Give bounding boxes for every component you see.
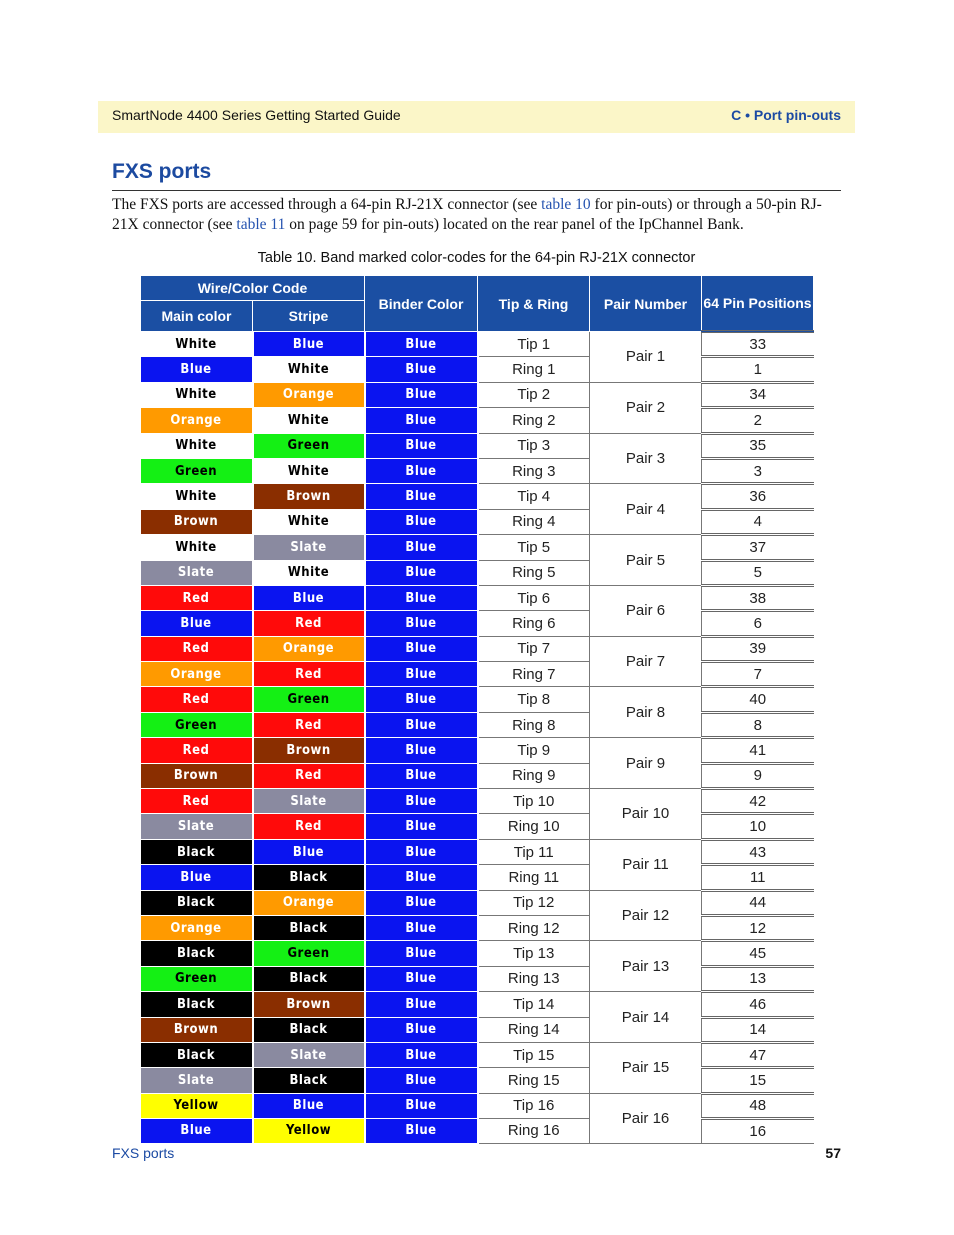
stripe-color-cell: Orange (253, 382, 365, 407)
pin-position-cell: 38 (702, 585, 814, 610)
table-row (141, 458, 814, 483)
intro-text-3: on page 59 for pin-outs) located on the rear panel of the IpChannel Bank. (285, 216, 744, 233)
intro-text-2: for pin-outs) or through a 50-pin RJ-21X connector (see (112, 196, 822, 233)
table-row (141, 1093, 814, 1118)
tip-ring-cell: Ring 3 (478, 458, 590, 483)
main-color-cell: Slate (141, 1068, 253, 1093)
table-row (141, 992, 814, 1017)
binder-color-cell: Blue (365, 1042, 478, 1067)
stripe-color-cell: Green (253, 687, 365, 712)
main-color-cell: White (141, 433, 253, 458)
table-row (141, 966, 814, 991)
stripe-color-cell: White (253, 560, 365, 585)
main-color-cell: Brown (141, 509, 253, 534)
header-pair-number: Pair Number (590, 276, 702, 332)
table-row (141, 357, 814, 382)
tip-ring-cell: Ring 6 (478, 611, 590, 636)
tip-ring-cell: Tip 9 (478, 738, 590, 763)
pin-position-cell: 6 (702, 611, 814, 636)
main-color-cell: Green (141, 966, 253, 991)
pin-position-cell: 11 (702, 865, 814, 890)
table-caption: Table 10. Band marked color-codes for the 64-pin RJ-21X connector (257, 250, 696, 266)
table-row (141, 941, 814, 966)
pair-number-cell: Pair 5 (590, 535, 702, 586)
main-color-cell: Red (141, 687, 253, 712)
header-stripe: Stripe (253, 301, 365, 332)
table-row (141, 433, 814, 458)
pin-position-cell: 2 (702, 408, 814, 433)
stripe-color-cell: Orange (253, 890, 365, 915)
tip-ring-cell: Tip 1 (478, 332, 590, 357)
pin-position-cell: 8 (702, 712, 814, 737)
tip-ring-cell: Ring 12 (478, 915, 590, 940)
stripe-color-cell: Slate (253, 789, 365, 814)
stripe-color-cell: Blue (253, 585, 365, 610)
pair-number-cell: Pair 3 (590, 433, 702, 484)
stripe-color-cell: Blue (253, 839, 365, 864)
pin-position-cell: 1 (702, 357, 814, 382)
pin-position-cell: 9 (702, 763, 814, 788)
table-row (141, 408, 814, 433)
table-row (141, 687, 814, 712)
binder-color-cell: Blue (365, 992, 478, 1017)
table-row (141, 915, 814, 940)
pin-position-cell: 44 (702, 890, 814, 915)
pin-position-cell: 40 (702, 687, 814, 712)
pin-position-cell: 35 (702, 433, 814, 458)
tip-ring-cell: Tip 3 (478, 433, 590, 458)
pair-number-cell: Pair 6 (590, 585, 702, 636)
pin-position-cell: 36 (702, 484, 814, 509)
running-header-chapter: C • Port pin-outs (731, 107, 841, 123)
intro-text-1: The FXS ports are accessed through a 64-pin RJ-21X connector (see (112, 196, 542, 213)
binder-color-cell: Blue (365, 535, 478, 560)
main-color-cell: Green (141, 712, 253, 737)
pin-position-cell: 43 (702, 839, 814, 864)
table-row (141, 662, 814, 687)
tip-ring-cell: Ring 2 (478, 408, 590, 433)
pin-position-cell: 4 (702, 509, 814, 534)
binder-color-cell: Blue (365, 712, 478, 737)
pin-position-cell: 12 (702, 915, 814, 940)
stripe-color-cell: Slate (253, 1042, 365, 1067)
header-main-color: Main color (141, 301, 253, 332)
binder-color-cell: Blue (365, 1093, 478, 1118)
main-color-cell: Red (141, 789, 253, 814)
pair-number-cell: Pair 4 (590, 484, 702, 535)
binder-color-cell: Blue (365, 687, 478, 712)
pin-position-cell: 10 (702, 814, 814, 839)
tip-ring-cell: Ring 11 (478, 865, 590, 890)
tip-ring-cell: Tip 4 (478, 484, 590, 509)
pin-position-cell: 3 (702, 458, 814, 483)
pin-position-cell: 5 (702, 560, 814, 585)
tip-ring-cell: Tip 2 (478, 382, 590, 407)
binder-color-cell: Blue (365, 839, 478, 864)
binder-color-cell: Blue (365, 738, 478, 763)
pin-position-cell: 16 (702, 1119, 814, 1143)
binder-color-cell: Blue (365, 865, 478, 890)
main-color-cell: Yellow (141, 1093, 253, 1118)
tip-ring-cell: Ring 7 (478, 662, 590, 687)
binder-color-cell: Blue (365, 662, 478, 687)
pin-position-cell: 7 (702, 662, 814, 687)
table-row (141, 1119, 814, 1143)
binder-color-cell: Blue (365, 966, 478, 991)
binder-color-cell: Blue (365, 585, 478, 610)
table-row (141, 839, 814, 864)
section-title: FXS ports (112, 160, 212, 183)
binder-color-cell: Blue (365, 357, 478, 382)
stripe-color-cell: Green (253, 433, 365, 458)
tip-ring-cell: Tip 13 (478, 941, 590, 966)
stripe-color-cell: Green (253, 941, 365, 966)
binder-color-cell: Blue (365, 433, 478, 458)
tip-ring-cell: Ring 10 (478, 814, 590, 839)
pin-position-cell: 15 (702, 1068, 814, 1093)
main-color-cell: Brown (141, 1017, 253, 1042)
main-color-cell: Blue (141, 1119, 253, 1143)
stripe-color-cell: Black (253, 966, 365, 991)
pair-number-cell: Pair 12 (590, 890, 702, 941)
pin-position-cell: 42 (702, 789, 814, 814)
tip-ring-cell: Tip 15 (478, 1042, 590, 1067)
pair-number-cell: Pair 2 (590, 382, 702, 433)
main-color-cell: Blue (141, 357, 253, 382)
title-divider (112, 190, 841, 191)
binder-color-cell: Blue (365, 382, 478, 407)
binder-color-cell: Blue (365, 332, 478, 357)
main-color-cell: Black (141, 839, 253, 864)
tip-ring-cell: Tip 11 (478, 839, 590, 864)
binder-color-cell: Blue (365, 458, 478, 483)
tip-ring-cell: Ring 1 (478, 357, 590, 382)
binder-color-cell: Blue (365, 763, 478, 788)
pin-position-cell: 37 (702, 535, 814, 560)
tip-ring-cell: Tip 10 (478, 789, 590, 814)
binder-color-cell: Blue (365, 1119, 478, 1143)
tip-ring-cell: Ring 9 (478, 763, 590, 788)
stripe-color-cell: White (253, 458, 365, 483)
main-color-cell: Black (141, 890, 253, 915)
pin-position-cell: 14 (702, 1017, 814, 1042)
stripe-color-cell: Black (253, 1017, 365, 1042)
table-11-link[interactable]: table 11 (236, 216, 286, 233)
table-row (141, 763, 814, 788)
table-row (141, 814, 814, 839)
pair-number-cell: Pair 14 (590, 992, 702, 1043)
tip-ring-cell: Ring 14 (478, 1017, 590, 1042)
pair-number-cell: Pair 16 (590, 1093, 702, 1143)
stripe-color-cell: Red (253, 712, 365, 737)
binder-color-cell: Blue (365, 1068, 478, 1093)
main-color-cell: Red (141, 738, 253, 763)
stripe-color-cell: Slate (253, 535, 365, 560)
pin-position-cell: 41 (702, 738, 814, 763)
tip-ring-cell: Ring 16 (478, 1119, 590, 1143)
table-row (141, 332, 814, 357)
pair-number-cell: Pair 15 (590, 1042, 702, 1093)
binder-color-cell: Blue (365, 560, 478, 585)
main-color-cell: Black (141, 992, 253, 1017)
page-number: 57 (825, 1145, 841, 1161)
main-color-cell: White (141, 535, 253, 560)
pin-position-cell: 45 (702, 941, 814, 966)
binder-color-cell: Blue (365, 941, 478, 966)
stripe-color-cell: Brown (253, 484, 365, 509)
pair-number-cell: Pair 9 (590, 738, 702, 789)
pin-position-cell: 47 (702, 1042, 814, 1067)
pair-number-cell: Pair 1 (590, 332, 702, 383)
table-row (141, 636, 814, 661)
binder-color-cell: Blue (365, 890, 478, 915)
binder-color-cell: Blue (365, 484, 478, 509)
main-color-cell: White (141, 332, 253, 357)
stripe-color-cell: Blue (253, 1093, 365, 1118)
main-color-cell: Black (141, 941, 253, 966)
main-color-cell: White (141, 484, 253, 509)
stripe-color-cell: Brown (253, 738, 365, 763)
table-10-link[interactable]: table 10 (541, 196, 591, 213)
main-color-cell: Brown (141, 763, 253, 788)
main-color-cell: Slate (141, 560, 253, 585)
pair-number-cell: Pair 13 (590, 941, 702, 992)
main-color-cell: Orange (141, 408, 253, 433)
main-color-cell: Red (141, 585, 253, 610)
tip-ring-cell: Tip 6 (478, 585, 590, 610)
table-row (141, 611, 814, 636)
table-row (141, 1042, 814, 1067)
tip-ring-cell: Tip 14 (478, 992, 590, 1017)
tip-ring-cell: Ring 5 (478, 560, 590, 585)
binder-color-cell: Blue (365, 509, 478, 534)
stripe-color-cell: Blue (253, 332, 365, 357)
pin-position-cell: 48 (702, 1093, 814, 1118)
stripe-color-cell: Black (253, 865, 365, 890)
pin-position-cell: 46 (702, 992, 814, 1017)
table-row (141, 535, 814, 560)
table-row (141, 865, 814, 890)
stripe-color-cell: Red (253, 611, 365, 636)
pin-position-cell: 33 (702, 332, 814, 357)
pin-position-cell: 39 (702, 636, 814, 661)
pair-number-cell: Pair 8 (590, 687, 702, 738)
main-color-cell: Orange (141, 915, 253, 940)
stripe-color-cell: White (253, 509, 365, 534)
binder-color-cell: Blue (365, 636, 478, 661)
main-color-cell: Orange (141, 662, 253, 687)
footer-section-name: FXS ports (112, 1145, 175, 1161)
stripe-color-cell: Brown (253, 992, 365, 1017)
stripe-color-cell: White (253, 408, 365, 433)
color-code-table (140, 275, 814, 1144)
pair-number-cell: Pair 7 (590, 636, 702, 687)
binder-color-cell: Blue (365, 408, 478, 433)
tip-ring-cell: Ring 13 (478, 966, 590, 991)
table-row (141, 789, 814, 814)
table-row (141, 1017, 814, 1042)
table-row (141, 712, 814, 737)
stripe-color-cell: Red (253, 814, 365, 839)
stripe-color-cell: White (253, 357, 365, 382)
stripe-color-cell: Black (253, 1068, 365, 1093)
table-row (141, 585, 814, 610)
header-wire-color-code: Wire/Color Code (141, 276, 365, 301)
stripe-color-cell: Red (253, 662, 365, 687)
main-color-cell: Blue (141, 611, 253, 636)
binder-color-cell: Blue (365, 814, 478, 839)
tip-ring-cell: Tip 16 (478, 1093, 590, 1118)
table-row (141, 560, 814, 585)
main-color-cell: Black (141, 1042, 253, 1067)
tip-ring-cell: Tip 5 (478, 535, 590, 560)
pair-number-cell: Pair 11 (590, 839, 702, 890)
intro-paragraph (112, 195, 844, 235)
tip-ring-cell: Tip 8 (478, 687, 590, 712)
tip-ring-cell: Tip 7 (478, 636, 590, 661)
main-color-cell: Green (141, 458, 253, 483)
stripe-color-cell: Red (253, 763, 365, 788)
pin-position-cell: 34 (702, 382, 814, 407)
table-row (141, 509, 814, 534)
table-body (141, 332, 814, 1144)
table-row (141, 890, 814, 915)
binder-color-cell: Blue (365, 611, 478, 636)
pin-position-cell: 13 (702, 966, 814, 991)
table-row (141, 382, 814, 407)
table-row (141, 484, 814, 509)
main-color-cell: Blue (141, 865, 253, 890)
table-row (141, 1068, 814, 1093)
tip-ring-cell: Tip 12 (478, 890, 590, 915)
main-color-cell: Red (141, 636, 253, 661)
binder-color-cell: Blue (365, 915, 478, 940)
tip-ring-cell: Ring 8 (478, 712, 590, 737)
header-tip-ring: Tip & Ring (478, 276, 590, 332)
header-pin-positions: 64 Pin Positions (702, 276, 814, 332)
header-binder-color: Binder Color (365, 276, 478, 332)
stripe-color-cell: Black (253, 915, 365, 940)
table-row (141, 738, 814, 763)
binder-color-cell: Blue (365, 789, 478, 814)
main-color-cell: Slate (141, 814, 253, 839)
tip-ring-cell: Ring 15 (478, 1068, 590, 1093)
running-header-guide-title: SmartNode 4400 Series Getting Started Guide (112, 107, 401, 123)
stripe-color-cell: Yellow (253, 1119, 365, 1143)
binder-color-cell: Blue (365, 1017, 478, 1042)
tip-ring-cell: Ring 4 (478, 509, 590, 534)
pair-number-cell: Pair 10 (590, 789, 702, 840)
stripe-color-cell: Orange (253, 636, 365, 661)
main-color-cell: White (141, 382, 253, 407)
